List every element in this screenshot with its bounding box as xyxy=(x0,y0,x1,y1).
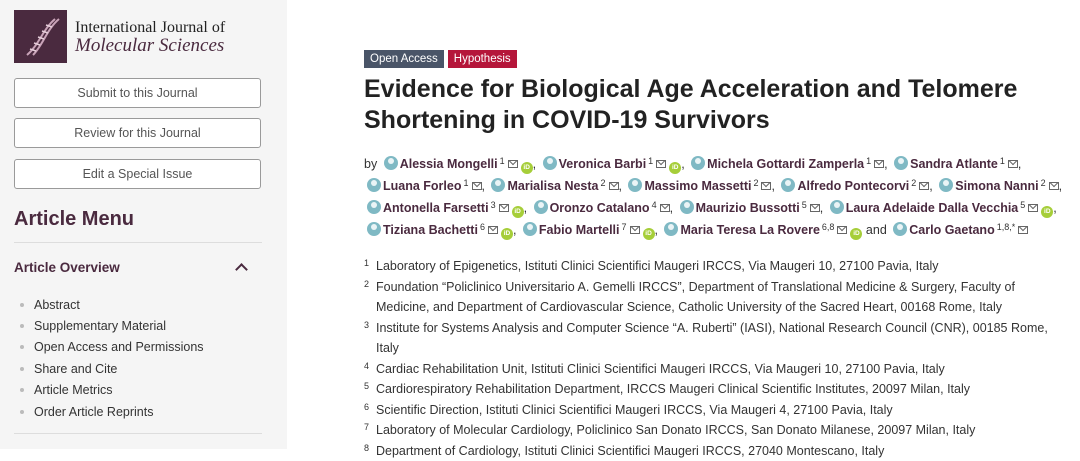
author-profile-icon[interactable] xyxy=(691,156,705,170)
email-icon[interactable] xyxy=(810,204,820,212)
author-entry xyxy=(625,179,771,193)
affiliation-superscript: 2 xyxy=(753,178,758,188)
author-name[interactable]: Veronica Barbi xyxy=(559,157,647,171)
author-entry xyxy=(488,179,618,193)
menu-item-label: Open Access and Permissions xyxy=(34,340,204,354)
email-icon[interactable] xyxy=(874,160,884,168)
email-icon[interactable] xyxy=(1049,182,1059,190)
dna-logo-icon xyxy=(14,10,67,63)
menu-item-label: Abstract xyxy=(34,298,80,312)
author-entry xyxy=(540,157,682,171)
affiliation-item xyxy=(364,420,1064,441)
logo-line2: Molecular Sciences xyxy=(75,37,225,54)
affiliation-superscript: 1 xyxy=(648,156,653,166)
orcid-icon[interactable]: iD xyxy=(643,228,655,240)
article-type-badge: Hypothesis xyxy=(448,50,517,68)
affiliation-number: 2 xyxy=(364,277,376,318)
email-icon[interactable] xyxy=(630,226,640,234)
author-profile-icon[interactable] xyxy=(628,178,642,192)
orcid-icon[interactable]: iD xyxy=(669,162,681,174)
affiliation-superscript: 1 xyxy=(463,178,468,188)
author-profile-icon[interactable] xyxy=(781,178,795,192)
author-entry xyxy=(688,157,884,171)
email-icon[interactable] xyxy=(656,160,666,168)
author-entry xyxy=(531,201,670,215)
affiliation-superscript: 1,8,* xyxy=(997,222,1016,232)
article-overview-label: Article Overview xyxy=(14,260,120,275)
author-name[interactable]: Sandra Atlante xyxy=(910,157,998,171)
affiliation-superscript: 2 xyxy=(911,178,916,188)
affiliation-item xyxy=(364,441,1064,461)
article-overview-list xyxy=(20,294,204,422)
author-name[interactable]: Tiziana Bachetti xyxy=(383,223,478,237)
affiliation-item xyxy=(364,318,1064,359)
menu-item-label: Order Article Reprints xyxy=(34,405,153,419)
menu-item-label: Supplementary Material xyxy=(34,319,166,333)
submit-to-journal-button[interactable]: Submit to this Journal xyxy=(14,78,261,108)
menu-item-label: Share and Cite xyxy=(34,362,117,376)
affiliation-number: 8 xyxy=(364,441,376,461)
author-entry xyxy=(677,201,820,215)
affiliation-number: 4 xyxy=(364,359,376,380)
bullet-icon xyxy=(20,345,24,349)
email-icon[interactable] xyxy=(609,182,619,190)
affiliation-superscript: 7 xyxy=(622,222,627,232)
author-name[interactable]: Oronzo Catalano xyxy=(550,201,650,215)
author-profile-icon[interactable] xyxy=(664,222,678,236)
bullet-icon xyxy=(20,367,24,371)
by-label: by xyxy=(364,157,377,171)
email-icon[interactable] xyxy=(499,204,509,212)
affiliation-text: Scientific Direction, Istituti Clinici Scientifici Maugeri IRCCS, Via Maugeri 4, 27100 Pavia, Italy xyxy=(376,400,1064,421)
affiliation-superscript: 1 xyxy=(1000,156,1005,166)
author-name[interactable]: Laura Adelaide Dalla Vecchia xyxy=(846,201,1019,215)
logo-line1: International Journal of xyxy=(75,19,225,36)
author-list: by Alessia Mongelli $^1$iD , Veronica Barbi $^1$iD , Michela Gottardi Zamperla $^1$ , Sandra Atlante $^1$ , Luana Forleo $^1$ , Marialisa Nesta $^2$ , Massimo Massetti $^2$ , Alfredo Pontecorvi $^2$ , Simona Nanni $^2$ , Antonella Farsetti $^3$iD , Oronzo Catalano $^4$ , Maurizio Bussotti $^5$ , Laura Adelaide Dalla Vecchia $^5$iD , Tiziana Bachetti $^6$iD , Fabio Martelli $^7$iD , Maria Teresa La Rovere $^{6,8}$iD and Carlo Gaetano $^{1,8,*}$ xyxy=(364,152,1064,240)
email-icon[interactable] xyxy=(837,226,847,234)
author-entry xyxy=(381,157,533,171)
author-entry xyxy=(890,223,1028,237)
author-entry xyxy=(364,201,524,215)
bullet-icon xyxy=(20,324,24,328)
author-profile-icon[interactable] xyxy=(939,178,953,192)
menu-item-label: Article Metrics xyxy=(34,383,112,397)
author-name[interactable]: Alfredo Pontecorvi xyxy=(797,179,909,193)
author-profile-icon[interactable] xyxy=(893,222,907,236)
author-profile-icon[interactable] xyxy=(894,156,908,170)
affiliation-text: Department of Cardiology, Istituti Clinici Scientifici Maugeri IRCCS, 27040 Montescano, Italy xyxy=(376,441,1064,461)
email-icon[interactable] xyxy=(508,160,518,168)
menu-item-abstract[interactable] xyxy=(20,294,204,315)
open-access-badge[interactable]: Open Access xyxy=(364,50,444,68)
bullet-icon xyxy=(20,388,24,392)
affiliation-number: 5 xyxy=(364,379,376,400)
affiliation-superscript: 1 xyxy=(866,156,871,166)
menu-item-open-access[interactable] xyxy=(20,337,204,358)
author-profile-icon[interactable] xyxy=(830,200,844,214)
affiliation-text: Cardiac Rehabilitation Unit, Istituti Clinici Scientifici Maugeri IRCCS, Via Maugeri 10, 27100 Pavia, Italy xyxy=(376,359,1064,380)
author-name[interactable]: Fabio Martelli xyxy=(539,223,620,237)
author-entry xyxy=(778,179,929,193)
author-entry xyxy=(936,179,1058,193)
article-title: Evidence for Biological Age Acceleration and Telomere Shortening in COVID-19 Survivors xyxy=(364,74,1064,136)
author-profile-icon[interactable] xyxy=(367,200,381,214)
menu-item-share-cite[interactable] xyxy=(20,358,204,379)
author-profile-icon[interactable] xyxy=(680,200,694,214)
affiliation-item xyxy=(364,256,1064,277)
affiliation-number: 3 xyxy=(364,318,376,359)
menu-divider xyxy=(14,242,262,243)
author-name[interactable]: Alessia Mongelli xyxy=(400,157,498,171)
author-profile-icon[interactable] xyxy=(384,156,398,170)
email-icon[interactable] xyxy=(1008,160,1018,168)
affiliation-item xyxy=(364,359,1064,380)
author-name[interactable]: Simona Nanni xyxy=(955,179,1038,193)
author-entry xyxy=(891,157,1018,171)
affiliation-text: Cardiorespiratory Rehabilitation Department, IRCCS Maugeri Clinical Scientific Institutes, 20097 Milan, Italy xyxy=(376,379,1064,400)
author-entry xyxy=(661,223,862,237)
email-icon[interactable] xyxy=(660,204,670,212)
article-menu-title: Article Menu xyxy=(14,208,134,231)
affiliation-text: Laboratory of Epigenetics, Istituti Clinici Scientifici Maugeri IRCCS, Via Maugeri 10, 27100 Pavia, Italy xyxy=(376,256,1064,277)
orcid-icon[interactable]: iD xyxy=(850,228,862,240)
email-icon[interactable] xyxy=(919,182,929,190)
author-name[interactable]: Carlo Gaetano xyxy=(909,223,994,237)
author-profile-icon[interactable] xyxy=(534,200,548,214)
affiliation-superscript: 2 xyxy=(1041,178,1046,188)
author-name[interactable]: Maurizio Bussotti xyxy=(696,201,800,215)
author-profile-icon[interactable] xyxy=(367,222,381,236)
email-icon[interactable] xyxy=(1028,204,1038,212)
journal-logo[interactable] xyxy=(14,10,225,63)
affiliation-number: 1 xyxy=(364,256,376,277)
affiliation-superscript: 1 xyxy=(500,156,505,166)
author-profile-icon[interactable] xyxy=(367,178,381,192)
affiliation-superscript: 6 xyxy=(480,222,485,232)
edit-special-issue-button[interactable]: Edit a Special Issue xyxy=(14,159,261,189)
chevron-up-icon xyxy=(235,263,248,276)
author-entry xyxy=(364,223,513,237)
email-icon[interactable] xyxy=(488,226,498,234)
email-icon[interactable] xyxy=(472,182,482,190)
bullet-icon xyxy=(20,410,24,414)
affiliation-superscript: 5 xyxy=(1020,200,1025,210)
article-badges xyxy=(364,50,517,68)
affiliation-item xyxy=(364,400,1064,421)
author-name[interactable]: Maria Teresa La Rovere xyxy=(680,223,819,237)
menu-bottom-divider xyxy=(14,433,262,434)
author-entry xyxy=(520,223,655,237)
affiliation-text: Institute for Systems Analysis and Computer Science “A. Ruberti” (IASI), National Research Council (CNR), 00185 Rome, Italy xyxy=(376,318,1064,359)
affiliation-list xyxy=(364,256,1064,461)
author-profile-icon[interactable] xyxy=(543,156,557,170)
and-label: and xyxy=(866,223,887,237)
orcid-icon[interactable]: iD xyxy=(521,162,533,174)
affiliation-superscript: 2 xyxy=(601,178,606,188)
affiliation-number: 6 xyxy=(364,400,376,421)
author-entry xyxy=(827,201,1054,215)
author-profile-icon[interactable] xyxy=(523,222,537,236)
email-icon[interactable] xyxy=(1018,226,1028,234)
review-for-journal-button[interactable]: Review for this Journal xyxy=(14,118,261,148)
orcid-icon[interactable]: iD xyxy=(1041,206,1053,218)
affiliation-text: Foundation “Policlinico Universitario A. Gemelli IRCCS”, Department of Translational Medicine & Surgery, Faculty of Medicine, and Department of Cardiovascular Science, Catholic University of the Sacred Heart, 00168 Rome, Italy xyxy=(376,277,1064,318)
orcid-icon[interactable]: iD xyxy=(512,206,524,218)
affiliation-superscript: 5 xyxy=(802,200,807,210)
email-icon[interactable] xyxy=(761,182,771,190)
affiliation-item xyxy=(364,379,1064,400)
author-name[interactable]: Luana Forleo xyxy=(383,179,461,193)
affiliation-superscript: 4 xyxy=(652,200,657,210)
affiliation-text: Laboratory of Molecular Cardiology, Policlinico San Donato IRCCS, San Donato Milanese, 20097 Milan, Italy xyxy=(376,420,1064,441)
author-name[interactable]: Antonella Farsetti xyxy=(383,201,489,215)
author-profile-icon[interactable] xyxy=(491,178,505,192)
bullet-icon xyxy=(20,303,24,307)
article-overview-toggle[interactable] xyxy=(14,260,250,275)
author-name[interactable]: Massimo Massetti xyxy=(644,179,751,193)
author-name[interactable]: Michela Gottardi Zamperla xyxy=(707,157,864,171)
affiliation-number: 7 xyxy=(364,420,376,441)
affiliation-superscript: 6,8 xyxy=(822,222,835,232)
affiliation-superscript: 3 xyxy=(491,200,496,210)
menu-item-reprints[interactable] xyxy=(20,401,204,422)
author-entry xyxy=(364,179,482,193)
affiliation-item xyxy=(364,277,1064,318)
menu-item-supplementary[interactable] xyxy=(20,315,204,336)
sidebar xyxy=(0,0,287,449)
author-name[interactable]: Marialisa Nesta xyxy=(507,179,598,193)
menu-item-metrics[interactable] xyxy=(20,380,204,401)
orcid-icon[interactable]: iD xyxy=(501,228,513,240)
